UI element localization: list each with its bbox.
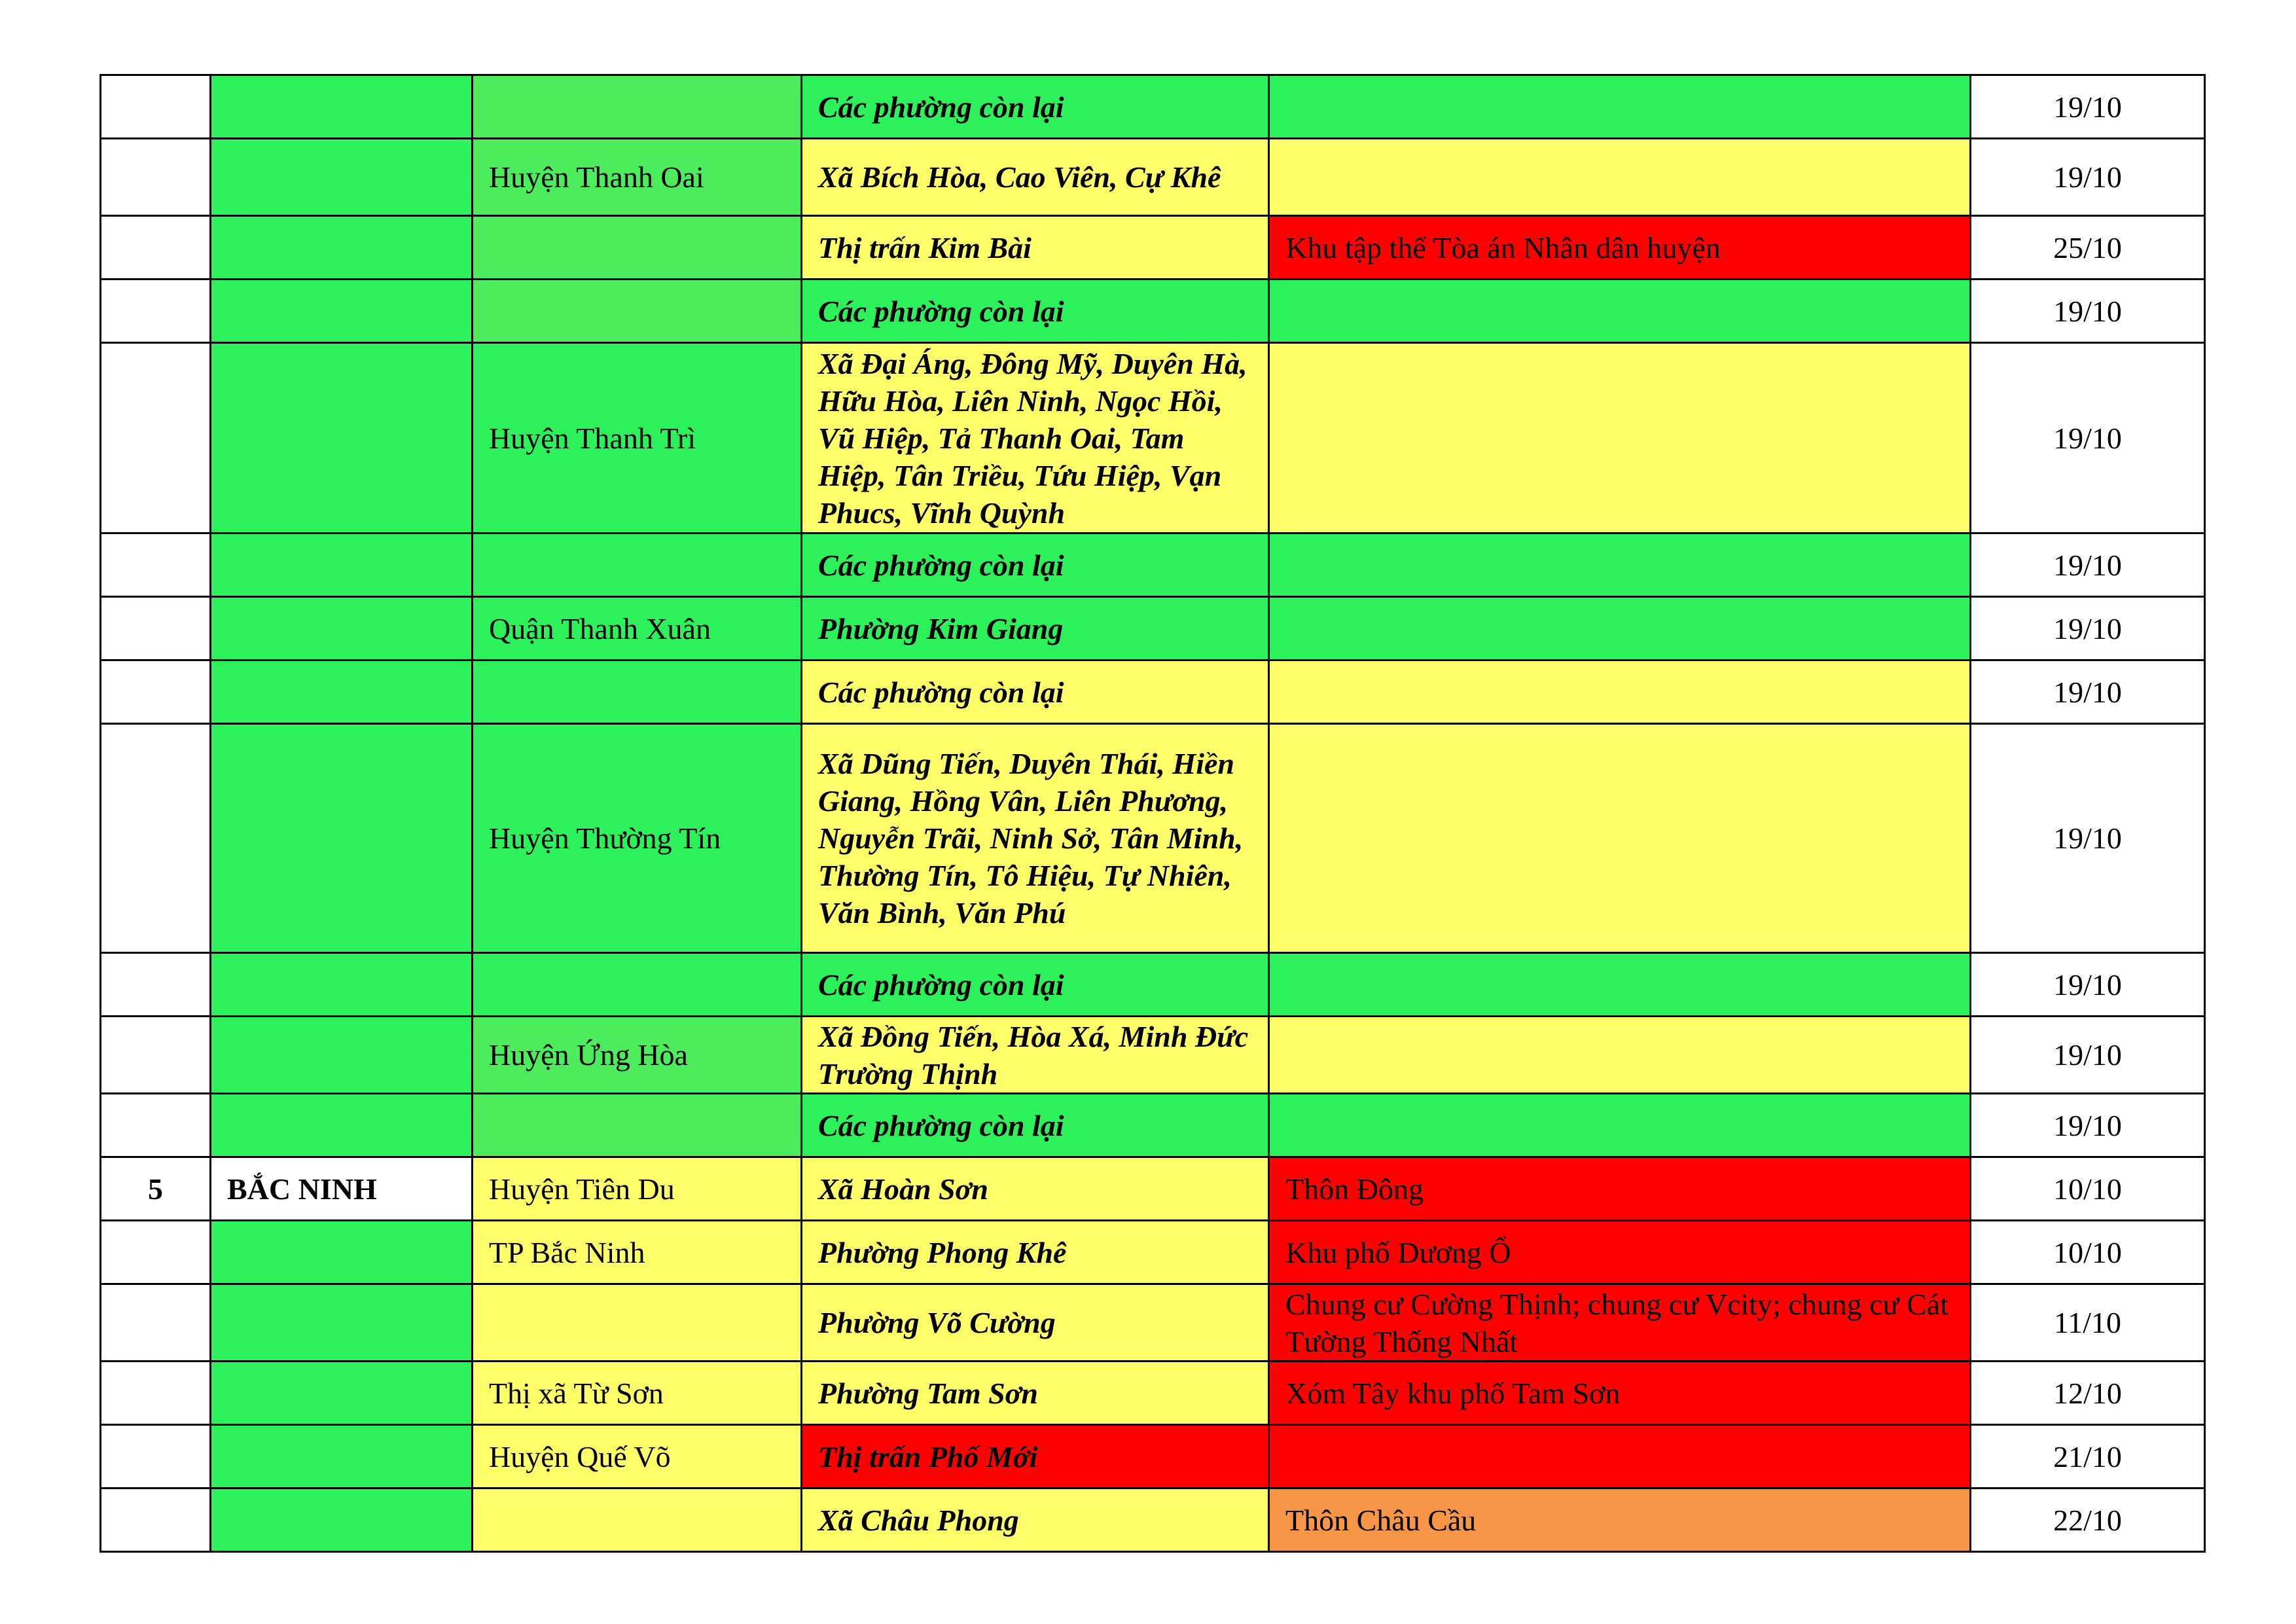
ward-cell: Phường Võ Cường <box>802 1284 1269 1362</box>
table-row <box>101 1425 2205 1489</box>
stt-cell <box>101 139 211 216</box>
province-cell <box>211 343 473 533</box>
province-cell <box>211 139 473 216</box>
district-cell <box>473 533 802 597</box>
ward-cell: Xã Hoàn Sơn <box>802 1157 1269 1221</box>
province-cell <box>211 280 473 343</box>
table-row <box>101 280 2205 343</box>
date-cell: 22/10 <box>1971 1489 2205 1552</box>
date-cell: 25/10 <box>1971 216 2205 280</box>
district-cell <box>473 1094 802 1157</box>
district-cell: Huyện Thanh Trì <box>473 343 802 533</box>
ward-cell: Xã Châu Phong <box>802 1489 1269 1552</box>
date-cell: 19/10 <box>1971 660 2205 724</box>
stt-cell <box>101 343 211 533</box>
date-cell: 19/10 <box>1971 280 2205 343</box>
detail-cell <box>1269 75 1971 139</box>
table-row <box>101 75 2205 139</box>
detail-cell: Chung cư Cường Thịnh; chung cư Vcity; chung cư Cát Tường Thống Nhất <box>1269 1284 1971 1362</box>
province-cell <box>211 1425 473 1489</box>
ward-cell: Thị trấn Phố Mới <box>802 1425 1269 1489</box>
ward-cell: Xã Đại Áng, Đông Mỹ, Duyên Hà, Hữu Hòa, Liên Ninh, Ngọc Hồi, Vũ Hiệp, Tả Thanh Oai, Tam Hiệp, Tân Triều, Tứu Hiệp, Vạn Phucs, Vĩnh Quỳnh <box>802 343 1269 533</box>
stt-cell <box>101 1362 211 1425</box>
ward-cell: Thị trấn Kim Bài <box>802 216 1269 280</box>
ward-cell: Xã Đồng Tiến, Hòa Xá, Minh Đức Trường Thịnh <box>802 1017 1269 1094</box>
stt-cell <box>101 597 211 660</box>
date-cell: 12/10 <box>1971 1362 2205 1425</box>
stt-cell <box>101 724 211 953</box>
date-cell: 19/10 <box>1971 724 2205 953</box>
table-row <box>101 724 2205 953</box>
date-cell: 19/10 <box>1971 953 2205 1017</box>
ward-cell: Phường Kim Giang <box>802 597 1269 660</box>
detail-cell <box>1269 280 1971 343</box>
ward-cell: Các phường còn lại <box>802 953 1269 1017</box>
zoning-table <box>99 74 2206 1553</box>
detail-cell: Thôn Đông <box>1269 1157 1971 1221</box>
stt-cell <box>101 1094 211 1157</box>
province-cell <box>211 597 473 660</box>
province-cell <box>211 1017 473 1094</box>
district-cell: Huyện Thanh Oai <box>473 139 802 216</box>
district-cell: Thị xã Từ Sơn <box>473 1362 802 1425</box>
detail-cell <box>1269 343 1971 533</box>
district-cell <box>473 1489 802 1552</box>
detail-cell: Khu phố Dương Ổ <box>1269 1221 1971 1284</box>
date-cell: 19/10 <box>1971 343 2205 533</box>
province-cell <box>211 1094 473 1157</box>
district-cell: Huyện Ứng Hòa <box>473 1017 802 1094</box>
province-cell <box>211 533 473 597</box>
date-cell: 10/10 <box>1971 1221 2205 1284</box>
table-row <box>101 1284 2205 1362</box>
ward-cell: Các phường còn lại <box>802 660 1269 724</box>
district-cell <box>473 75 802 139</box>
date-cell: 21/10 <box>1971 1425 2205 1489</box>
district-cell: Quận Thanh Xuân <box>473 597 802 660</box>
ward-cell: Các phường còn lại <box>802 533 1269 597</box>
stt-cell <box>101 216 211 280</box>
table-row <box>101 953 2205 1017</box>
ward-cell: Xã Bích Hòa, Cao Viên, Cự Khê <box>802 139 1269 216</box>
table-row <box>101 1017 2205 1094</box>
table-row <box>101 216 2205 280</box>
ward-cell: Xã Dũng Tiến, Duyên Thái, Hiền Giang, Hồng Vân, Liên Phương, Nguyễn Trãi, Ninh Sở, Tân Minh, Thường Tín, Tô Hiệu, Tự Nhiên, Văn Bình, Văn Phú <box>802 724 1269 953</box>
date-cell: 11/10 <box>1971 1284 2205 1362</box>
district-cell <box>473 1284 802 1362</box>
stt-cell <box>101 953 211 1017</box>
table-row <box>101 343 2205 533</box>
table-row <box>101 1489 2205 1552</box>
province-cell <box>211 1489 473 1552</box>
stt-cell <box>101 1425 211 1489</box>
stt-cell <box>101 660 211 724</box>
date-cell: 19/10 <box>1971 75 2205 139</box>
province-cell <box>211 1284 473 1362</box>
table-body <box>101 75 2205 1552</box>
date-cell: 10/10 <box>1971 1157 2205 1221</box>
detail-cell <box>1269 533 1971 597</box>
district-cell <box>473 216 802 280</box>
district-cell <box>473 953 802 1017</box>
province-cell <box>211 660 473 724</box>
province-cell <box>211 75 473 139</box>
stt-cell <box>101 1017 211 1094</box>
table-row <box>101 533 2205 597</box>
ward-cell: Các phường còn lại <box>802 75 1269 139</box>
table-row <box>101 660 2205 724</box>
stt-cell <box>101 1489 211 1552</box>
detail-cell: Thôn Châu Cầu <box>1269 1489 1971 1552</box>
detail-cell <box>1269 660 1971 724</box>
district-cell: Huyện Quế Võ <box>473 1425 802 1489</box>
province-cell <box>211 1221 473 1284</box>
district-cell: Huyện Thường Tín <box>473 724 802 953</box>
detail-cell: Xóm Tây khu phố Tam Sơn <box>1269 1362 1971 1425</box>
detail-cell <box>1269 724 1971 953</box>
detail-cell <box>1269 139 1971 216</box>
detail-cell <box>1269 1017 1971 1094</box>
detail-cell <box>1269 1425 1971 1489</box>
stt-cell <box>101 75 211 139</box>
table-row <box>101 139 2205 216</box>
detail-cell <box>1269 953 1971 1017</box>
province-cell: BẮC NINH <box>211 1157 473 1221</box>
table-row <box>101 1221 2205 1284</box>
table-row <box>101 1157 2205 1221</box>
province-cell <box>211 953 473 1017</box>
detail-cell <box>1269 1094 1971 1157</box>
detail-cell <box>1269 597 1971 660</box>
ward-cell: Các phường còn lại <box>802 1094 1269 1157</box>
province-cell <box>211 1362 473 1425</box>
district-cell <box>473 280 802 343</box>
date-cell: 19/10 <box>1971 1017 2205 1094</box>
stt-cell <box>101 1284 211 1362</box>
ward-cell: Phường Tam Sơn <box>802 1362 1269 1425</box>
district-cell: TP Bắc Ninh <box>473 1221 802 1284</box>
table-row <box>101 597 2205 660</box>
date-cell: 19/10 <box>1971 533 2205 597</box>
district-cell <box>473 660 802 724</box>
stt-cell <box>101 280 211 343</box>
date-cell: 19/10 <box>1971 1094 2205 1157</box>
stt-cell <box>101 1221 211 1284</box>
table-row <box>101 1362 2205 1425</box>
stt-cell <box>101 533 211 597</box>
province-cell <box>211 724 473 953</box>
province-cell <box>211 216 473 280</box>
date-cell: 19/10 <box>1971 139 2205 216</box>
detail-cell: Khu tập thể Tòa án Nhân dân huyện <box>1269 216 1971 280</box>
stt-cell: 5 <box>101 1157 211 1221</box>
table-row <box>101 1094 2205 1157</box>
district-cell: Huyện Tiên Du <box>473 1157 802 1221</box>
date-cell: 19/10 <box>1971 597 2205 660</box>
ward-cell: Các phường còn lại <box>802 280 1269 343</box>
ward-cell: Phường Phong Khê <box>802 1221 1269 1284</box>
